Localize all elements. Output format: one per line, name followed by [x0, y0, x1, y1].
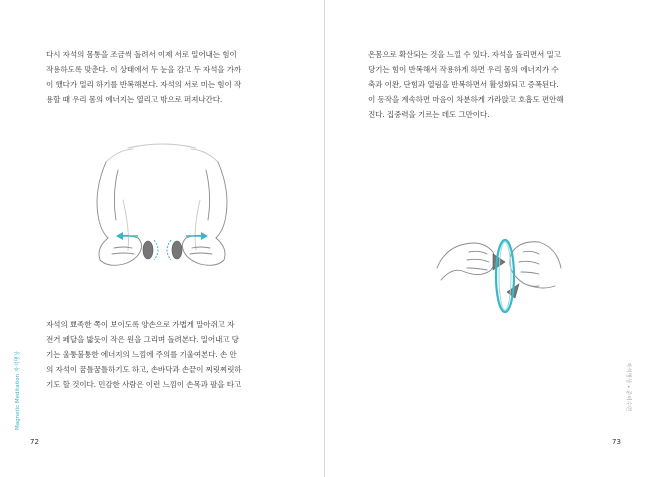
text-line: 전거 페달을 밟듯이 작은 원을 그리며 돌려본다. 밀어내고 당 — [46, 335, 239, 344]
hands-magnets-illustration — [78, 140, 248, 280]
text-line: 의 자석이 꿈틀꿈틀하기도 하고, 손바닥과 손끝이 찌릿찌릿하 — [46, 365, 242, 374]
running-title-right: 자석명상 • 준비수련 — [625, 362, 631, 412]
page-number-right: 73 — [612, 438, 621, 446]
text-line: 작용하도록 맞춘다. 이 상태에서 두 눈을 감고 두 자석을 가까 — [46, 65, 242, 74]
page-number-left: 72 — [30, 438, 39, 446]
text-line: 용할 때 우리 몸의 에너지는 열리고 밖으로 퍼져나간다. — [46, 95, 223, 104]
left-paragraph-2 — [46, 317, 241, 392]
text-line: 이 동작을 계속하면 마음이 차분하게 가라앉고 호흡도 편안해 — [368, 95, 564, 104]
text-line: 기는 울퉁불퉁한 에너지의 느낌에 주의를 기울여본다. 손 안 — [46, 350, 237, 359]
text-line: 자석의 뾰족한 쪽이 보이도록 양손으로 가볍게 말아쥐고 자 — [46, 320, 235, 329]
text-line: 다시 자석의 몸통을 조금씩 돌려서 이제 서로 밀어내는 힘이 — [46, 50, 237, 59]
running-title-left: Magnetic Meditation 자석명상 — [15, 350, 21, 430]
text-line: 당기는 힘이 반복해서 작용하게 하면 우리 몸의 에너지가 수 — [368, 65, 559, 74]
left-paragraph-1 — [46, 47, 241, 107]
text-line: 온몸으로 확산되는 것을 느낄 수 있다. 자석을 돌리면서 밀고 — [368, 50, 561, 59]
text-line: 기도 할 것이다. 민감한 사람은 이런 느낌이 손목과 팔을 타고 — [46, 380, 242, 389]
text-line: 축과 이완, 단힘과 열림을 반복하면서 활성화되고 증폭된다. — [368, 80, 559, 89]
text-line: 진다. 집중력을 기르는 데도 그만이다. — [368, 110, 490, 119]
text-line: 이 했다가 멀리 하기를 반복해본다. 자석의 서로 미는 힘이 작 — [46, 80, 242, 89]
rotating-magnets-illustration — [435, 228, 565, 323]
right-paragraph-1 — [368, 47, 563, 122]
right-page — [325, 0, 650, 477]
